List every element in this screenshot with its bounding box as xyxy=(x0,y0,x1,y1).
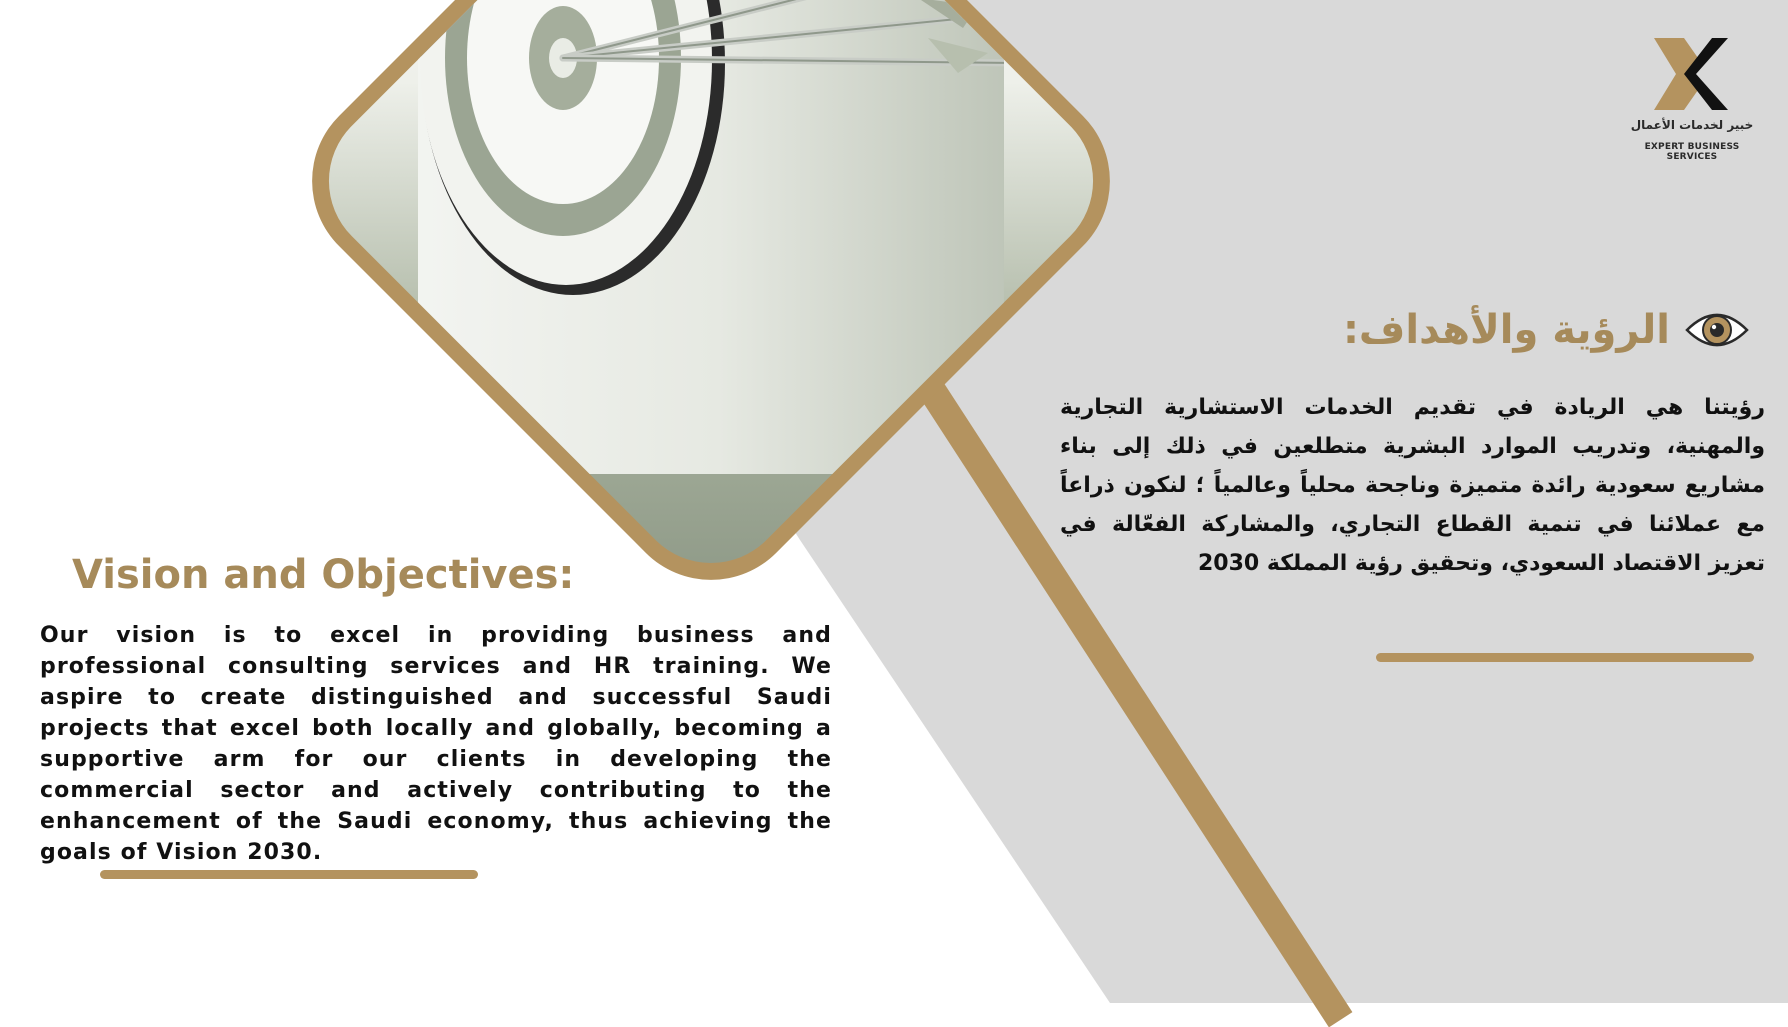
target-arrows-illustration xyxy=(418,0,1004,474)
english-body-text: Our vision is to excel in providing business and professional consulting services and HR training. We aspire to create distinguished and successful Saudi projects that excel both locally and globally, becoming a supportive arm for our clients in developing the commercial sector and actively contributing to the enhancement of the Saudi economy, thus achieving the goals of Vision 2030. xyxy=(40,623,832,865)
company-logo xyxy=(1622,32,1762,162)
english-title: Vision and Objectives: xyxy=(72,552,575,598)
eye-icon xyxy=(1684,307,1750,353)
arabic-divider xyxy=(1376,653,1754,662)
logo-name-english: EXPERT BUSINESS SERVICES xyxy=(1644,142,1740,162)
english-divider xyxy=(100,870,478,879)
logo-name-arabic: خبير لخدمات الأعمال xyxy=(1630,118,1754,132)
arabic-title: الرؤية والأهداف: xyxy=(1342,307,1670,353)
arabic-heading xyxy=(1342,300,1750,360)
arabic-body-text: رؤيتنا هي الريادة في تقديم الخدمات الاستشارية التجارية والمهنية، وتدريب الموارد البشرية متطلعين في ذلك إلى بناء مشاريع سعودية رائدة متميزة وناجحة محلياً وعالمياً ؛ لنكون ذراعاً مع عملائنا في تنمية القطاع التجاري، والمشاركة الفعّالة في تعزيز الاقتصاد السعودي، وتحقيق رؤية المملكة 2030 xyxy=(1060,395,1765,576)
expert-logo-mark-icon xyxy=(1650,32,1734,116)
